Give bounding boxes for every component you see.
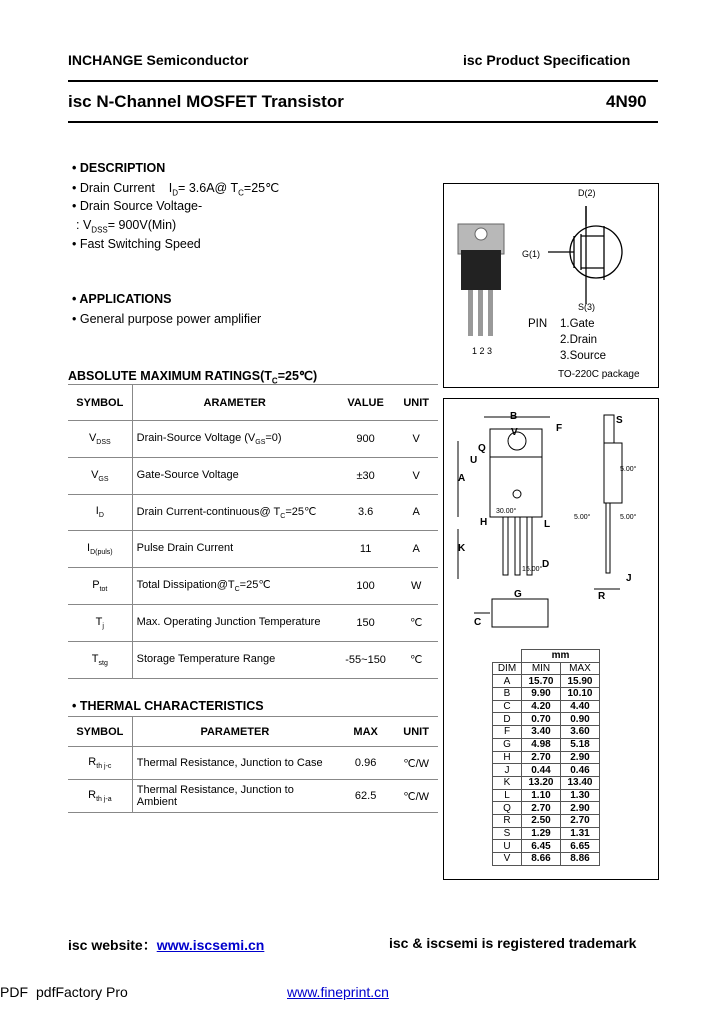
- value-cell: 900: [337, 421, 395, 458]
- dim-row: [493, 713, 600, 726]
- th-parameter-cell: Thermal Resistance, Junction to Ambient: [132, 780, 337, 813]
- dimension-table: [492, 649, 600, 866]
- dim-max: 5.18: [560, 738, 599, 751]
- th-symbol-cell: $R_{th j-c}$: [68, 747, 132, 780]
- col-symbol: SYMBOL: [68, 385, 132, 421]
- pin3-label: 3.Source: [560, 350, 607, 362]
- dim-max: 6.65: [560, 840, 599, 853]
- parameter-cell: Storage Temperature Range: [132, 641, 337, 678]
- description-heading: • DESCRIPTION: [72, 161, 166, 175]
- dim-min: 2.70: [521, 802, 560, 815]
- dim-unit: mm: [521, 650, 599, 663]
- pin2-label: 2.Drain: [560, 334, 598, 346]
- abs-max-heading-text: ABSOLUTE MAXIMUM RATINGS(T: [68, 369, 272, 383]
- dim-label-l: L: [544, 519, 551, 530]
- dim-letter: R: [493, 814, 522, 827]
- dim-max: 2.90: [560, 751, 599, 764]
- symbol-cell: $P_{tot}$: [68, 568, 132, 605]
- dim-min: 13.20: [521, 776, 560, 789]
- dim-max: 15.90: [560, 675, 599, 688]
- dim-label-k: K: [458, 543, 466, 554]
- part-number: 4N90: [606, 92, 647, 111]
- desc-vds-label: • Drain Source Voltage-: [72, 199, 203, 213]
- dim-letter: D: [493, 713, 522, 726]
- source-label: S(3): [578, 302, 596, 312]
- abs-max-row: [68, 604, 438, 641]
- col-value: VALUE: [337, 385, 395, 421]
- dim-max: 2.70: [560, 814, 599, 827]
- dim-max: 10.10: [560, 688, 599, 701]
- website-link[interactable]: www.iscsemi.cn: [156, 937, 265, 953]
- dim-min: 2.70: [521, 751, 560, 764]
- package-illustration: [444, 184, 658, 387]
- dim-label-g: G: [514, 589, 522, 600]
- desc-switching: • Fast Switching Speed: [72, 237, 201, 251]
- dim-col-min: MIN: [521, 662, 560, 675]
- desc-id-sub: D: [172, 188, 179, 198]
- th-parameter-cell: Thermal Resistance, Junction to Case: [132, 747, 337, 780]
- desc-tc-value: =25℃: [243, 181, 280, 195]
- company-name: INCHANGE Semiconductor: [68, 52, 249, 68]
- pdf-label: PDF: [0, 984, 28, 1000]
- dim-header-row: [493, 662, 600, 675]
- dim-min: 0.44: [521, 764, 560, 777]
- value-cell: 150: [337, 604, 395, 641]
- dim-min: 4.98: [521, 738, 560, 751]
- dim-letter: C: [493, 700, 522, 713]
- thermal-row: [68, 780, 438, 813]
- desc-drain-current: [72, 180, 279, 198]
- abs-max-table: [68, 384, 438, 679]
- th-col-max: MAX: [337, 717, 394, 747]
- dim-label-r: R: [598, 591, 606, 602]
- angle-label-3: 5.00°: [620, 466, 637, 473]
- dim-letter: B: [493, 688, 522, 701]
- symbol-cell: $I_{D(puls)}$: [68, 531, 132, 568]
- dim-min: 4.20: [521, 700, 560, 713]
- abs-max-row: [68, 457, 438, 494]
- unit-cell: W: [394, 568, 438, 605]
- spec-label: [463, 52, 630, 68]
- dim-row: [493, 751, 600, 764]
- desc-vdss-value: = 900V(Min): [107, 218, 177, 232]
- dim-label-a: A: [458, 473, 466, 484]
- dim-letter: U: [493, 840, 522, 853]
- desc-tc-sub: C: [238, 188, 244, 198]
- spec-prefix: isc: [463, 52, 483, 68]
- col-parameter: ARAMETER: [132, 385, 337, 421]
- thermal-table: [68, 716, 438, 813]
- fineprint-link[interactable]: www.fineprint.cn: [287, 984, 389, 1000]
- mosfet-symbol: [548, 206, 622, 304]
- unit-cell: ℃: [394, 604, 438, 641]
- dim-max: 4.40: [560, 700, 599, 713]
- dim-label-b: B: [510, 411, 518, 422]
- desc-vdss: [76, 218, 176, 235]
- dim-letter: K: [493, 776, 522, 789]
- top-rule: [68, 80, 658, 82]
- th-unit-cell: ℃/W: [394, 747, 438, 780]
- abs-max-row: [68, 494, 438, 531]
- website-line: [68, 935, 264, 955]
- spec-rest: Product Specification: [482, 52, 631, 68]
- dim-max: 8.86: [560, 853, 599, 866]
- angle-label-2: 15.00°: [522, 566, 543, 573]
- dim-letter: L: [493, 789, 522, 802]
- thermal-header-row: [68, 717, 438, 747]
- dim-max: 3.60: [560, 726, 599, 739]
- dim-max: 1.30: [560, 789, 599, 802]
- th-col-parameter: PARAMETER: [132, 717, 337, 747]
- desc-vdss-sub: DSS: [91, 225, 108, 235]
- thermal-heading: • THERMAL CHARACTERISTICS: [72, 699, 264, 713]
- angle-label-1: 30.00°: [496, 508, 517, 515]
- unit-cell: V: [394, 421, 438, 458]
- dim-label-d: D: [542, 559, 550, 570]
- dim-min: 3.40: [521, 726, 560, 739]
- website-label: isc website：: [68, 937, 157, 953]
- title-rule: [68, 121, 658, 123]
- dim-max: 13.40: [560, 776, 599, 789]
- dim-label-v: V: [511, 427, 518, 438]
- trademark-text: isc & iscsemi is registered trademark: [389, 935, 637, 951]
- dim-min: 1.10: [521, 789, 560, 802]
- dim-letter: Q: [493, 802, 522, 815]
- dim-col-max: MAX: [560, 662, 599, 675]
- dim-max: 1.31: [560, 827, 599, 840]
- unit-cell: ℃: [394, 641, 438, 678]
- dim-label-u: U: [470, 455, 478, 466]
- dim-col-dim: DIM: [493, 662, 522, 675]
- outline-drawing: [444, 399, 658, 649]
- abs-max-header-row: [68, 385, 438, 421]
- th-col-symbol: SYMBOL: [68, 717, 132, 747]
- dim-row: [493, 840, 600, 853]
- dim-letter: H: [493, 751, 522, 764]
- dim-row: [493, 827, 600, 840]
- package-name: TO-220C package: [558, 369, 640, 380]
- dim-label-f: F: [556, 423, 563, 434]
- angle-label-4: 5.00°: [574, 514, 591, 521]
- dim-row: [493, 726, 600, 739]
- parameter-cell: Max. Operating Junction Temperature: [132, 604, 337, 641]
- dim-label-j: J: [626, 573, 632, 584]
- desc-id-value: = 3.6A@ T: [178, 181, 239, 195]
- symbol-cell: $V_{DSS}$: [68, 421, 132, 458]
- parameter-cell: Drain-Source Voltage $(V_{GS}=0)$: [132, 421, 337, 458]
- dim-min: 6.45: [521, 840, 560, 853]
- dim-letter: J: [493, 764, 522, 777]
- symbol-cell: $V_{GS}$: [68, 457, 132, 494]
- outline-drawing-box: [443, 398, 659, 880]
- abs-max-heading: [68, 368, 317, 386]
- dim-min: 8.66: [521, 853, 560, 866]
- applications-heading: • APPLICATIONS: [72, 292, 172, 306]
- dim-label-h: H: [480, 517, 488, 528]
- drain-label: D(2): [578, 188, 596, 198]
- value-cell: 11: [337, 531, 395, 568]
- abs-max-heading-sub: C: [271, 376, 278, 386]
- dim-letter: S: [493, 827, 522, 840]
- dim-unit-row: [493, 650, 600, 663]
- desc-drain-current-label: • Drain Current: [72, 181, 155, 195]
- gate-label: G(1): [522, 249, 540, 259]
- dim-letter: V: [493, 853, 522, 866]
- unit-cell: A: [394, 494, 438, 531]
- pdffactory-label: pdfFactory Pro: [36, 984, 128, 1000]
- pin1-label: 1.Gate: [560, 318, 595, 330]
- dim-max: 0.90: [560, 713, 599, 726]
- th-unit-cell: ℃/W: [394, 780, 438, 813]
- dim-max: 0.46: [560, 764, 599, 777]
- doc-title: isc N-Channel MOSFET Transistor: [68, 92, 344, 111]
- dim-row: [493, 802, 600, 815]
- dim-row: [493, 738, 600, 751]
- dim-row: [493, 700, 600, 713]
- th-value-cell: 62.5: [337, 780, 394, 813]
- abs-max-row: [68, 568, 438, 605]
- parameter-cell: Total $Dissipation@T_C=25℃$: [132, 568, 337, 605]
- dim-row: [493, 675, 600, 688]
- value-cell: -55~150: [337, 641, 395, 678]
- pin-numbers: 1 2 3: [472, 346, 493, 356]
- symbol-cell: $I_D$: [68, 494, 132, 531]
- abs-max-heading-end: =25℃): [277, 369, 318, 383]
- dim-min: 2.50: [521, 814, 560, 827]
- thermal-row: [68, 747, 438, 780]
- pin-label: PIN: [528, 318, 548, 330]
- desc-id-symbol: I: [168, 181, 173, 195]
- dim-row: [493, 776, 600, 789]
- transistor-image: [458, 224, 504, 336]
- dim-label-c: C: [474, 617, 482, 628]
- package-box: [443, 183, 659, 388]
- abs-max-row: [68, 531, 438, 568]
- dim-letter: F: [493, 726, 522, 739]
- desc-vdss-symbol: : V: [76, 218, 92, 232]
- abs-max-row: [68, 421, 438, 458]
- th-col-unit: UNIT: [394, 717, 438, 747]
- dim-letter: G: [493, 738, 522, 751]
- unit-cell: V: [394, 457, 438, 494]
- value-cell: ±30: [337, 457, 395, 494]
- parameter-cell: Drain Current-continuous@ $T_C=25℃$: [132, 494, 337, 531]
- col-unit: UNIT: [394, 385, 438, 421]
- dim-min: 15.70: [521, 675, 560, 688]
- symbol-cell: $T_{stg}$: [68, 641, 132, 678]
- dim-min: 1.29: [521, 827, 560, 840]
- value-cell: 3.6: [337, 494, 395, 531]
- unit-cell: A: [394, 531, 438, 568]
- symbol-cell: $T_j$: [68, 604, 132, 641]
- dim-row: [493, 764, 600, 777]
- applications-item: • General purpose power amplifier: [72, 312, 262, 326]
- angle-label-5: 5.00°: [620, 514, 637, 521]
- dim-label-s: S: [616, 415, 623, 426]
- th-symbol-cell: $R_{th j-a}$: [68, 780, 132, 813]
- value-cell: 100: [337, 568, 395, 605]
- dim-row: [493, 789, 600, 802]
- dim-row: [493, 814, 600, 827]
- th-value-cell: 0.96: [337, 747, 394, 780]
- dim-min: 0.70: [521, 713, 560, 726]
- dim-row: [493, 688, 600, 701]
- dim-max: 2.90: [560, 802, 599, 815]
- dim-label-q: Q: [478, 443, 486, 454]
- dim-min: 9.90: [521, 688, 560, 701]
- abs-max-row: [68, 641, 438, 678]
- dim-row: [493, 853, 600, 866]
- parameter-cell: Gate-Source Voltage: [132, 457, 337, 494]
- parameter-cell: Pulse Drain Current: [132, 531, 337, 568]
- dim-letter: A: [493, 675, 522, 688]
